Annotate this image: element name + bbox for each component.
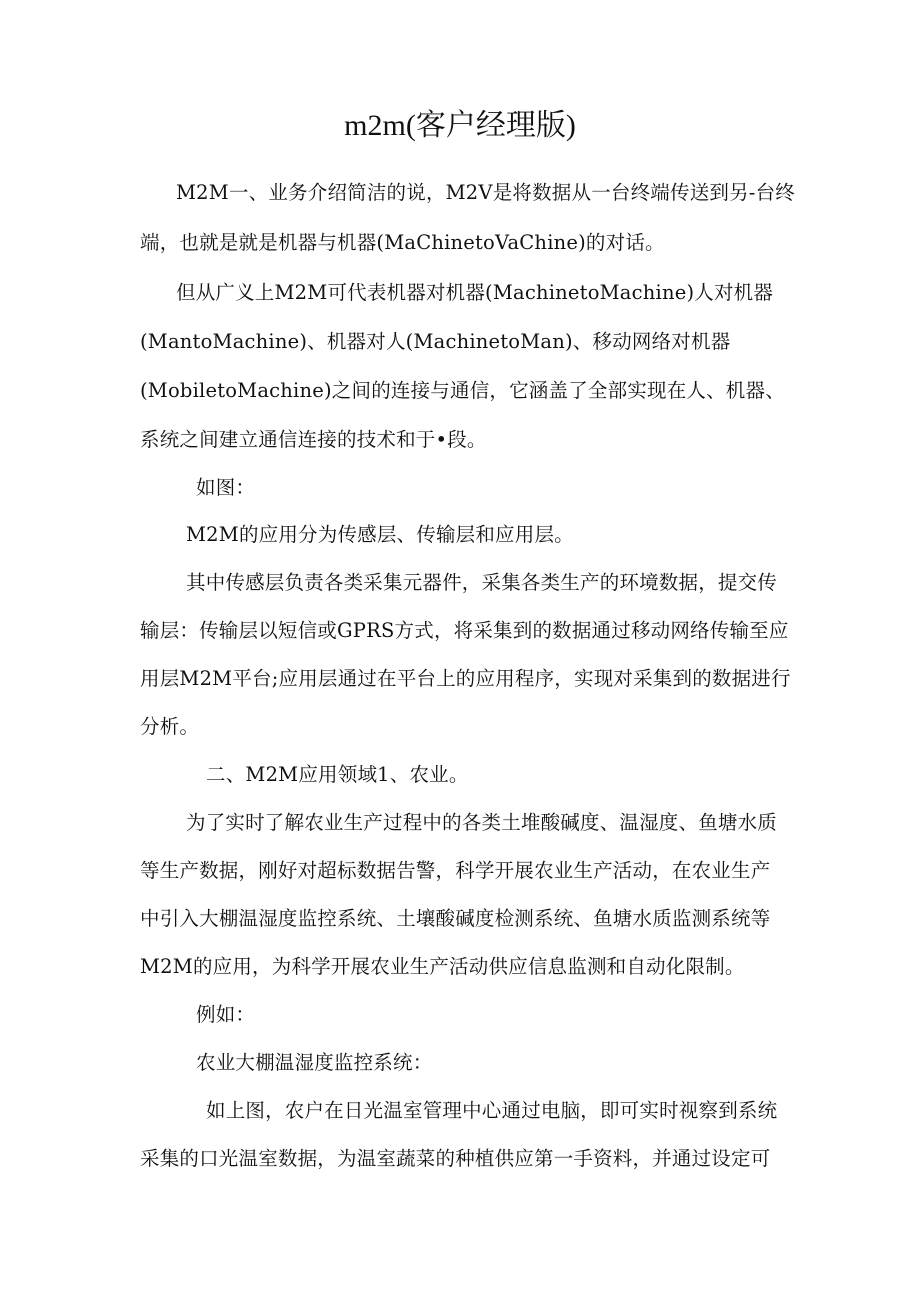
paragraph-line: 采集的口光温室数据，为温室蔬菜的种植供应第一手资料，并通过设定可: [140, 1147, 771, 1170]
paragraph-line: M2M的应用分为传感层、传输层和应用层。: [186, 523, 574, 546]
paragraph-line: 等生产数据，刚好对超标数据告警，科学开展农业生产活动，在农业生产: [140, 859, 771, 882]
paragraph-line: 其中传感层负责各类采集元器件，采集各类生产的环境数据，提交传: [186, 571, 778, 594]
paragraph-line: (MantoMachine)、机器对人(MachinetoMan)、移动网络对机器: [140, 330, 731, 353]
paragraph-line: 分析。: [140, 715, 200, 738]
paragraph-line: M2M一、业务介绍简洁的说，M2V是将数据从一台终端传送到另-台终: [176, 181, 795, 204]
paragraph-line: 用层M2M平台;应用层通过在平台上的应用程序，实现对采集到的数据进行: [140, 667, 791, 690]
document-title: m2m(客户经理版): [344, 109, 576, 142]
section-heading: 二、M2M应用领域1、农业。: [206, 763, 469, 786]
paragraph-line: 为了实时了解农业生产过程中的各类土堆酸碱度、温湿度、鱼塘水质: [186, 811, 778, 834]
paragraph-line: 如图：: [196, 476, 256, 499]
paragraph-line: M2M的应用，为科学开展农业生产活动供应信息监测和自动化限制。: [140, 955, 745, 978]
paragraph-line: 农业大棚温湿度监控系统：: [196, 1051, 433, 1074]
paragraph-line: 端，也就是就是机器与机器(MaChinetoVaChine)的对话。: [140, 231, 665, 254]
paragraph-line: 输层：传输层以短信或GPRS方式，将采集到的数据通过移动网络传输至应: [140, 619, 789, 642]
paragraph-line: 例如：: [196, 1003, 256, 1026]
paragraph-line: 如上图，农户在日光温室管理中心通过电脑，即可实时视察到系统: [206, 1099, 778, 1122]
paragraph-line: (MobiletoMachine)之间的连接与通信，它涵盖了全部实现在人、机器、: [140, 379, 785, 402]
paragraph-line: 但从广义上M2M可代表机器对机器(MachinetoMachine)人对机器: [176, 281, 774, 304]
paragraph-line: 系统之间建立通信连接的技术和于•段。: [140, 428, 487, 451]
paragraph-line: 中引入大棚温湿度监控系统、土壤酸碱度检测系统、鱼塘水质监测系统等: [140, 907, 771, 930]
